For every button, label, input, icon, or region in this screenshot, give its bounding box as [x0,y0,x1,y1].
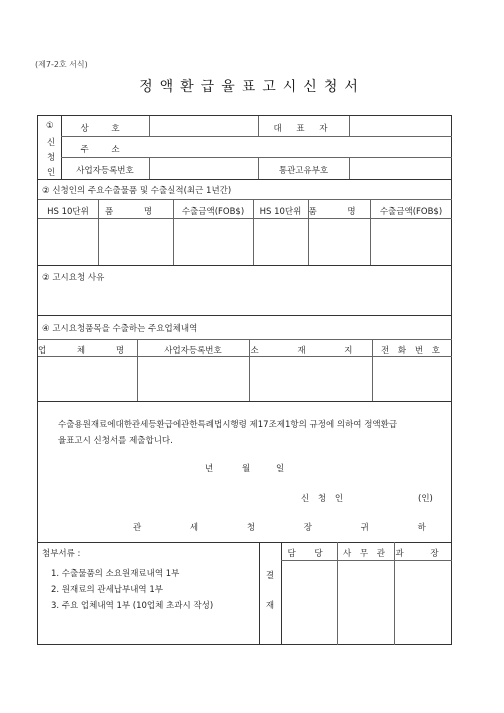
attachments-heading: 첨부서류 : [42,549,81,559]
section-char: 청 [47,153,56,163]
approval-staff-sign[interactable] [283,563,335,643]
col-export-amount: 수출금액(FOB$) [379,207,443,217]
declaration-line-2: 율표고시 신청서를 제출합니다. [58,436,173,446]
section-char: 신 [47,138,56,148]
bizno-label: 사업자등록번호 [76,166,134,176]
section-char: 인 [47,168,56,178]
col-phone: 전 화 번 호 [381,346,443,356]
approval-staff: 담 당 [287,549,331,559]
reason-heading: ② 고시요청 사유 [42,273,105,283]
representative-label: 대 표 자 [273,124,334,134]
address-field[interactable] [150,139,450,155]
col-item-name: 품 명 [308,207,370,217]
companies-heading: ④ 고시요청품목을 수출하는 주요업체내역 [42,324,198,334]
reason-field[interactable] [42,284,448,312]
addressee: 관 세 청 장 귀 하 [133,523,449,533]
approval-officer: 사 무 관 [342,549,389,559]
col-hs-code: HS 10단위 [259,207,302,217]
customs-code-field[interactable] [350,160,450,176]
section-number: ① [46,121,54,131]
declaration-line-1: 수출용원재료에대한관세등환급에관한특례법시행령 제17조제1항의 규정에 의하여 정액환급 [58,420,398,430]
col-hs-code: HS 10단위 [47,207,89,217]
approval-chief: 과 장 [395,549,451,559]
application-form [37,115,452,645]
approval-officer-sign[interactable] [339,563,392,643]
bizno-field[interactable] [150,160,257,176]
seal-mark: (인) [418,494,433,504]
exports-heading: ② 신청인의 주요수출물품 및 수출실적(최근 1년간) [42,186,232,196]
col-export-amount: 수출금액(FOB$) [181,207,245,217]
applicant-signature-label: 신 청 인 [301,494,347,504]
attachment-item: 1. 수출물품의 소요원재료내역 1부 [51,569,180,579]
approval-label: 재 [265,601,275,611]
approval-chief-sign[interactable] [396,563,450,643]
col-item-name: 품 명 [104,207,167,217]
col-location: 소 재 지 [250,346,371,356]
attachment-item: 2. 원재료의 관세납부내역 1부 [51,585,163,595]
customs-code-label: 통관고유부호 [278,166,329,176]
attachment-item: 3. 주요 업체내역 1부 (10업체 초과시 작성) [51,601,214,611]
approval-label: 결 [265,571,275,581]
col-company-name: 업 체 명 [38,346,139,356]
name-label: 상 호 [80,124,130,134]
date-year-label: 년 [205,464,214,474]
address-label: 주 소 [80,145,130,155]
form-title: 정액환급율표고시신청서 [139,79,365,95]
representative-field[interactable] [350,118,450,134]
date-month-label: 월 [242,464,251,474]
col-company-bizno: 사업자등록번호 [164,346,222,356]
name-field[interactable] [150,118,257,134]
date-day-label: 일 [276,464,285,474]
form-number: (제7-2호 서식) [35,60,88,69]
